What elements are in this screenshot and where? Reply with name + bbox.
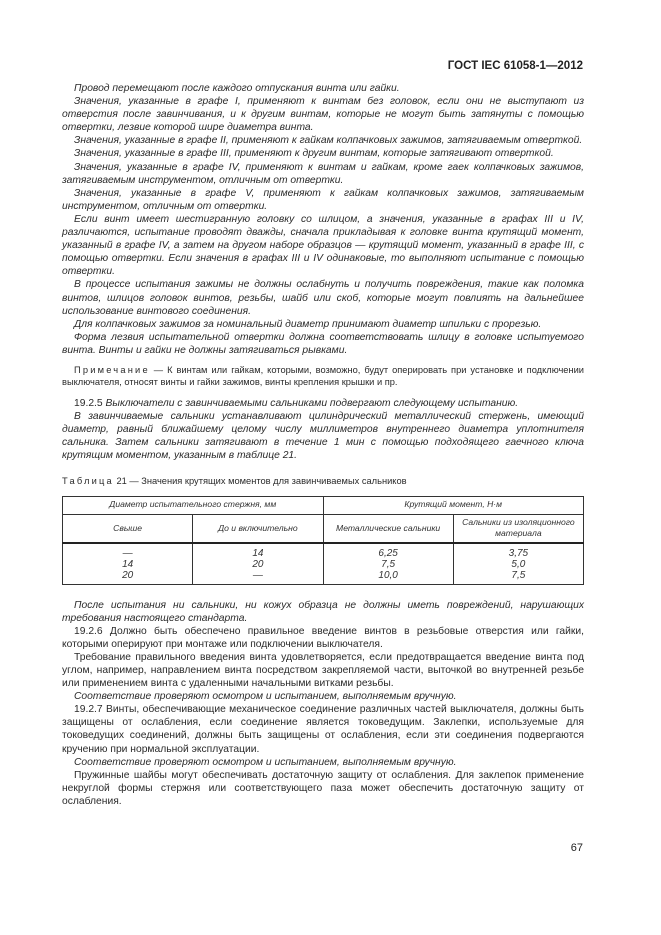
top-paragraphs	[62, 82, 584, 357]
section-number: 19.2.5	[74, 397, 103, 409]
table-body	[63, 543, 584, 585]
bottom-paragraphs	[62, 599, 584, 809]
column-values-metal	[323, 543, 453, 585]
paragraph: В процессе испытания зажимы не должны ослабнуть и получить повреждения, такие как поломка винтов, шлицов головок винтов, резьбы, шайб или скоб, которые могут повлиять на дальнейшее использование винтового соединения.	[62, 279, 584, 317]
paragraph: Значения, указанные в графе I, применяют к винтам без головок, если они не выступают из отверстия после завинчивания, и к другим винтам, которые не могут быть затянуты с помощью отвертки, лезвие которой шире диаметра винта.	[62, 96, 584, 134]
table-cell: 7,5	[381, 558, 396, 570]
group-header-diameter: Диаметр испытательного стержня, мм	[63, 496, 324, 514]
table-cell: 6,25	[378, 547, 398, 559]
paragraph: Если винт имеет шестигранную головку со шлицом, а значения, указанные в графах III и IV, различаются, испытание проводят дважды, сначала прикладывая к головке винта крутящий момент, указанный в графе IV, а затем на другом наборе образцов — крутящий момент, указанный в графе III, с помощью отвертки. Если значения в графах III и IV одинаковые, то выполняют испытание с помощью отвертки.	[62, 213, 584, 278]
table-cell: 5,0	[511, 558, 526, 570]
paragraph: Требование правильного введения винта удовлетворяется, если предотвращается введение винта под углом, например, направлением винта посредством закрепляемой части, выточкой во внутренней резьбе или применением винта с удаленными начальными витками резьбы.	[62, 651, 584, 690]
section-19-2-5-text: В завинчиваемые сальники устанавливают цилиндрический металлический стержень, имеющий диаметр, равный ближайшему целому числу миллиметров внутреннего диаметра уплотнителя сальника. Затем сальники затягивают в течение 1 мин с помощью подходящего гаечного ключа крутящим моментом, указанным в таблице 21.	[62, 411, 584, 462]
group-header-torque: Крутящий момент, Н·м	[323, 496, 584, 514]
table-cell: 20	[252, 558, 264, 570]
column-values-insulating	[453, 543, 583, 585]
column-header: Сальники из изоляционного материала	[453, 514, 583, 543]
document-header: ГОСТ IEC 61058-1—2012	[447, 60, 583, 72]
table-cell: —	[122, 547, 133, 559]
note-text: — К винтам или гайкам, которыми, возможно, будут оперировать при установке и подключении выключателя, относят винты и гайки зажимов, винты крепления крышки и пр.	[62, 364, 584, 388]
paragraph: Соответствие проверяют осмотром и испытанием, выполняемым вручную.	[74, 691, 457, 703]
table-caption-label: Таблица	[62, 476, 114, 487]
paragraph: Значения, указанные в графе V, применяют к гайкам колпачковых зажимов, затягиваемым инструментом, отличным от отвертки.	[62, 187, 584, 212]
paragraph: 19.2.7 Винты, обеспечивающие механическое соединение различных частей выключателя, должны быть защищены от ослабления, если соединение является токоведущим. Заклепки, используемые для токоведущих соединений, должны быть защищены от ослабления, если эти соединения подвергаются кручению при нормальной эксплуатации.	[62, 704, 584, 755]
table-cell: 20	[122, 569, 134, 581]
note-label: Примечание	[74, 364, 150, 375]
column-values-up-to	[193, 543, 323, 585]
page-content	[62, 82, 584, 808]
column-values-over	[63, 543, 193, 585]
paragraph: Значения, указанные в графе II, применяют к гайкам колпачковых зажимов, затягиваемым отверткой.	[74, 135, 583, 147]
paragraph: Значения, указанные в графе III, применяют к другим винтам, которые затягивают отверткой.	[74, 148, 554, 160]
paragraph: 19.2.6 Должно быть обеспечено правильное введение винтов в резьбовые отверстия или гайки, которыми оперируют при монтаже или подключении выключателя.	[62, 625, 584, 650]
page-number: 67	[570, 842, 583, 854]
paragraph: Форма лезвия испытательной отвертки должна соответствовать шлицу в головке испытуемого винта. Винты и гайки не должны затягиваться рывками.	[62, 331, 584, 356]
table-cell: 10,0	[378, 569, 398, 581]
paragraph: Провод перемещают после каждого отпускания винта или гайки.	[74, 83, 400, 94]
table-cell: 14	[252, 547, 264, 559]
table-cell: —	[252, 569, 263, 581]
paragraph: Соответствие проверяют осмотром и испытанием, выполняемым вручную.	[74, 756, 457, 768]
paragraph: Значения, указанные в графе IV, применяют к винтам и гайкам, кроме гаек колпачковых зажимов, затягиваемым инструментом, отличным от отвертки.	[62, 161, 584, 186]
note	[62, 364, 584, 389]
section-19-2-5-heading	[62, 397, 584, 410]
column-header: Металлические сальники	[323, 514, 453, 543]
table-cell: 3,75	[508, 547, 529, 559]
section-title: Выключатели с завинчиваемыми сальниками подвергают следующему испытанию.	[102, 397, 519, 409]
column-header: До и включительно	[193, 514, 323, 543]
paragraph: Для колпачковых зажимов за номинальный диаметр принимают диаметр шпильки с прорезью.	[74, 318, 542, 330]
torque-table	[62, 496, 584, 585]
table-cell: 7,5	[511, 569, 526, 581]
table-cell: 14	[122, 558, 134, 570]
paragraph: Пружинные шайбы могут обеспечивать достаточную защиту от ослабления. Для заклепок применение некруглой формы стержня или соответствующего паза может обеспечить достаточную защиту от ослабления.	[62, 769, 584, 807]
column-header: Свыше	[63, 514, 193, 543]
table-caption-text: 21 — Значения крутящих моментов для завинчиваемых сальников	[113, 476, 407, 487]
paragraph: После испытания ни сальники, ни кожух образца не должны иметь повреждений, нарушающих требования настоящего стандарта.	[62, 599, 584, 624]
table-caption	[62, 475, 584, 488]
